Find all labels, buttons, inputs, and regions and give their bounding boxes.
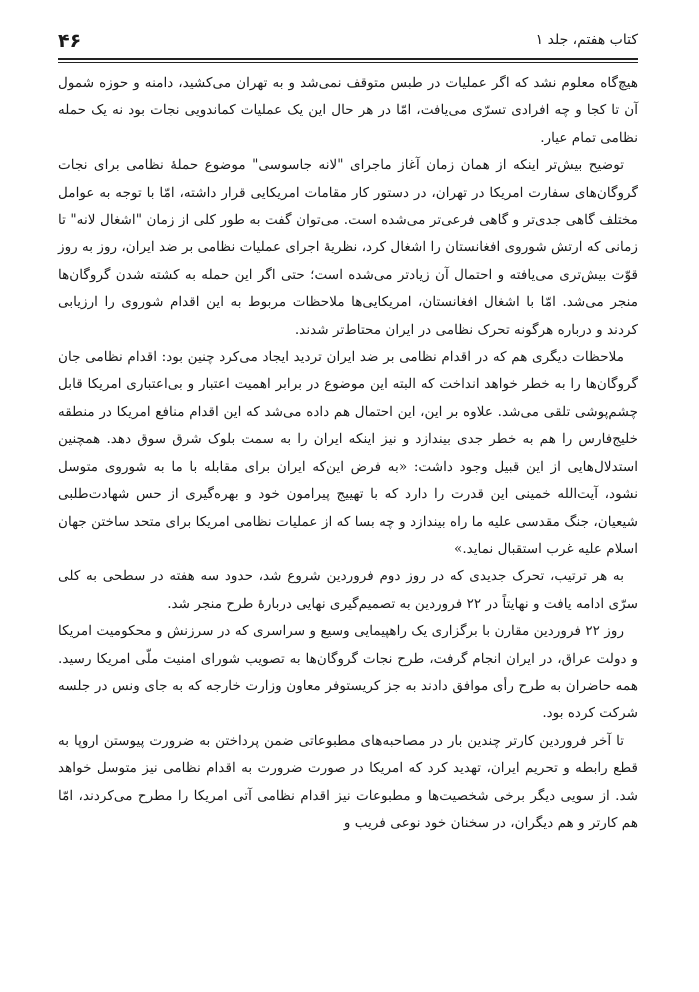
paragraph: به هر ترتیب، تحرک جدیدی که در روز دوم فروردین شروع شد، حدود سه هفته در سطحی به کلی سرّی ادامه یافت و نهایتاً در ۲۲ فروردین به تصمیم‌گیری نهایی دربارهٔ طرح منجر شد. (58, 568, 638, 612)
body-text (58, 70, 638, 837)
paragraph: هیچ‌گاه معلوم نشد که اگر عملیات در طبس متوقف نمی‌شد و به تهران می‌کشید، دامنه و حوزه شمول آن تا کجا و چه افرادی تسرّی می‌یافت، امّا در هر حال این یک عملیات کماندویی نجات بود نه یک حمله نظامی تمام عیار. (58, 75, 638, 146)
paragraph: روز ۲۲ فروردین مقارن با برگزاری یک راهپیمایی وسیع و سراسری که در سرزنش و محکومیت امریکا و دولت عراق، در ایران انجام گرفت، طرح نجات گروگان‌ها به تصویب شورای امنیت ملّی امریکا رسید. همه حاضران به طرح رأی موافق دادند به جز کریستوفر معاون وزارت خارجه که به جای ونس در جلسه شرکت کرده بود. (58, 623, 638, 722)
page-number: ۴۶ (58, 30, 82, 52)
running-title: کتاب هفتم، جلد ۱ (535, 32, 638, 48)
paragraph: تا آخر فروردین کارتر چندین بار در مصاحبه‌های مطبوعاتی ضمن پرداختن به ضرورت پیوستن اروپا به قطع رابطه و تحریم ایران، تهدید کرد که امریکا در صورت ضرورت به اقدام نظامی نیز متوسل خواهد شد. از سویی دیگر برخی شخصیت‌ها و مطبوعات نیز اقدام نظامی آتی امریکا را مطرح می‌کردند، امّا هم کارتر و هم دیگران، در سخنان خود نوعی فریب و (58, 732, 638, 831)
header-rule-thin (58, 62, 638, 63)
page-header (58, 26, 638, 56)
header-rule-thick (58, 58, 638, 60)
paragraph: توضیح بیش‌تر اینکه از همان زمان آغاز ماجرای "لانه جاسوسی" موضوع حملهٔ نظامی برای نجات گروگان‌های سفارت امریکا در تهران، در دستور کار مقامات امریکایی قرار داشته، امّا با توجه به عوامل مختلف گاهی جدی‌تر و گاهی فرعی‌تر می‌شده است. می‌توان گفت به طور کلی از زمان "اشغال لانه" تا زمانی که ارتش شوروی افغانستان را اشغال کرد، نظریهٔ اجرای عملیات نظامی بر ضد ایران، روز به روز قوّت بیش‌تری می‌یافته و احتمال آن زیادتر می‌شده است؛ حتی اگر این حمله به کشته شدن گروگان‌ها منجر می‌شد. امّا با اشغال افغانستان، امریکایی‌ها ملاحظات مربوط به این اقدام شوروی را ارزیابی کردند و درباره هرگونه تحرک نظامی در ایران محتاط‌تر شدند. (58, 157, 638, 338)
book-page (58, 26, 638, 976)
paragraph: ملاحظات دیگری هم که در اقدام نظامی بر ضد ایران تردید ایجاد می‌کرد چنین بود: اقدام نظامی جان گروگان‌ها را به خطر خواهد انداخت که البته این موضوع در برابر اهمیت اعتبار و بی‌اعتباری امریکا قابل چشم‌پوشی تلقی می‌شد. علاوه بر این، این احتمال هم داده می‌شد که این اقدام منافع امریکا در منطقه خلیج‌فارس را هم به خطر جدی بیندازد و نیز اینکه ایران را به سمت بلوک شرق سوق دهد. همچنین استدلال‌هایی از این قبیل وجود داشت: «به فرض این‌که ایران برای مقابله با ما به شوروی متوسل نشود، آیت‌الله خمینی این قدرت را دارد که با تهییج پیرامون خود و بهره‌گیری از حس شهادت‌طلبی شیعیان، جنگ مقدسی علیه ما راه بیندازد و چه بسا که از عملیات نظامی امریکا برای متحد ساختن جهان اسلام علیه غرب استقبال نماید.» (58, 349, 638, 557)
